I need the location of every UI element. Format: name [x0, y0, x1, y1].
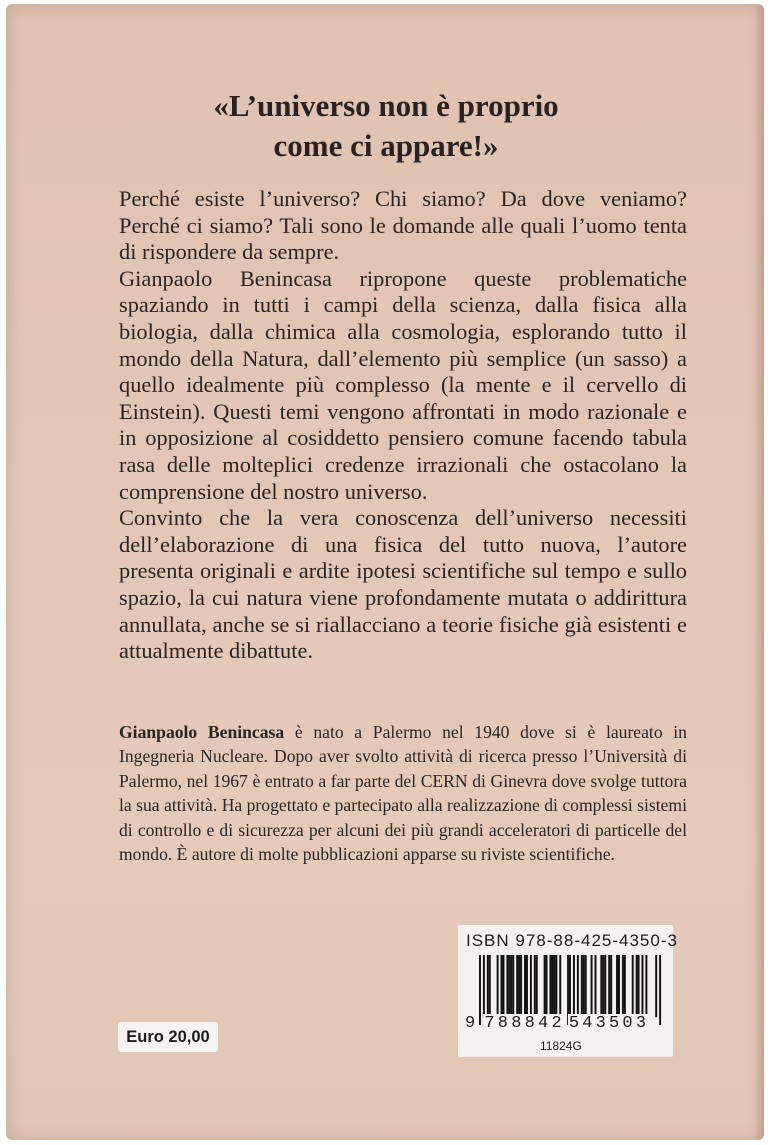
ean-digit-first: 9	[465, 1014, 479, 1033]
author-bio-text: è nato a Palermo nel 1940 dove si è laureato in Ingegneria Nucleare. Dopo aver svolto attività di ricerca presso l’Università di Palermo, nel 1967 è entrato a far parte del CERN di Ginevra dove svolge tuttora la sua attività. Ha progettato e partecipato alla realizzazione di complessi sistemi di controllo e di sicurezza per alcuni dei più grandi acceleratori di particelle del mondo. È autore di molte pubblicazioni apparse su riviste scientifiche.	[119, 722, 687, 865]
blurb-paragraph-3: Convinto che la vera conoscenza dell’universo necessiti dell’elaborazione di una fisica del tutto nuova, l’autore presenta originali e ardite ipotesi scientifiche sul tempo e sullo spazio, la cui natura viene profondamente mutata o addirittura annullata, anche se si riallacciano a teorie fisiche già esistenti e attualmente dibattute.	[119, 505, 687, 664]
catalog-code: 11824G	[540, 1039, 582, 1053]
author-name: Gianpaolo Benincasa	[119, 722, 285, 742]
price-sticker: Euro 20,00	[118, 1022, 218, 1052]
title-line-2: come ci appare!»	[273, 128, 499, 163]
cover-edge-shadow	[754, 4, 764, 1140]
author-bio	[119, 720, 687, 866]
blurb-paragraph-1: Perché esiste l’universo? Chi siamo? Da dove veniamo? Perché ci siamo? Tali sono le domande alle quali l’uomo tenta di rispondere da sempre.	[119, 186, 687, 265]
isbn-number: ISBN 978-88-425-4350-3	[466, 931, 678, 950]
title-line-1: «L’universo non è proprio	[213, 88, 559, 123]
ean-digits-right: 543503	[568, 1014, 650, 1033]
ean-digits	[464, 1014, 674, 1033]
blurb	[119, 186, 687, 665]
cover-quote-title	[0, 86, 772, 166]
blurb-paragraph-2: Gianpaolo Benincasa ripropone queste problematiche spaziando in tutti i campi della scienza, dalla fisica alla biologia, dalla chimica alla cosmologia, esplorando tutto il mondo della Natura, dall’elemento più semplice (un sasso) a quello idealmente più complesso (la mente e il cervello di Einstein). Questi temi vengono affrontati in modo razionale e in opposizione al cosiddetto pensiero comune facendo tabula rasa delle molteplici credenze irrazionali che ostacolano la comprensione del nostro universo.	[119, 265, 687, 504]
ean-digits-left: 788842	[484, 1014, 565, 1033]
